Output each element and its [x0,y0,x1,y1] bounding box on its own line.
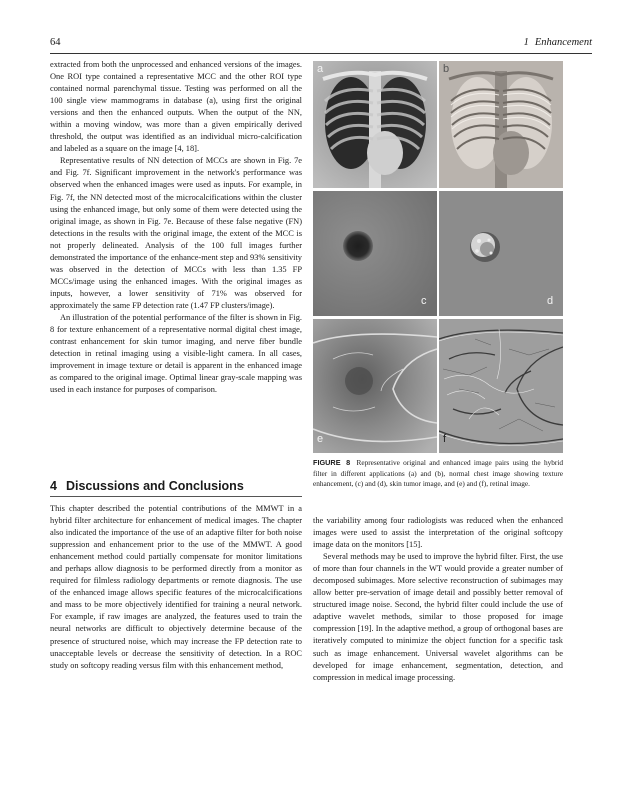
panel-c-skin-original [313,191,437,316]
panel-a-chest-original [313,61,437,188]
running-header [50,37,592,51]
paragraph: extracted from both the unprocessed and enhanced versions of the images. One ROI type contained a representative MCC and the other ROI type contained normal parenchymal tissue. Testing was performed on all the 100 single view mammograms in database (a), using first the original versions and then the enhanced outputs. When the output of the NN, within a moving window, was more than a given empirically derived threshold, the output was identified as an individual micro-calcification and labeled as a square on the image [4, 18]. [50,60,302,154]
section-heading [50,479,302,493]
section-title: Discussions and Conclusions [65,479,244,493]
panel-label: b [443,63,450,75]
paragraph: This chapter described the potential contributions of the MMWT in a hybrid filter architecture for enhancement of medical images. The chapter also indicated the importance of the use of an adaptive filter for both noise suppression and enhancement prior to the use of the MMWT. A good enhancement method could partially compensate for monitor limitations and perhaps allow diagnosis to be performed directly from a monitor as required for filmless radiology departments or remote diagnosis. The use of the enhanced image allows specific features of the microcalcifications and mass to be more objectively identified for training a neural network. For example, if raw images are analyzed, the features used to train the neural networks are difficult to objectively determine because of the presence of structured noise, which may increase the FP detection rate to unacceptable levels or decrease the sensitivity of detection. In a ROC study on softcopy reading versus film with this enhancement method, [50,504,302,670]
panel-label: e [317,433,324,445]
paragraph: Representative results of NN detection of MCCs are shown in Fig. 7e and Fig. 7f. Significant improvement in the network's performance was observed when the enhanced images were used as inputs. For example, in Fig. 7f, the NN detected most of the microcalcifications within the cluster using the enhanced image, but only some of them were detected using the original image, as shown in Fig. 7e. Because of these false negative (FN) detections in the results with the original image, the extent of the MCC is not properly delineated. Analysis of the 100 full images further demonstrated the importance of the enhance-ment step and 93% sensitivity was observed in the detection of MCCs with less than 1.35 FP MCCs/image using the enhanced images. With the original images as inputs, however, a lower sensitivity of 71% was observed for approximately the same FP detection rate (1.47 FP clusters/image). [50,156,302,310]
paragraph: An illustration of the potential performance of the filter is shown in Fig. 8 for texture enhancement of a representative normal digital chest image, contrast enhancement for skin tumor imaging, and nerve fiber bundle detection in retinal imaging using a visible-light camera. In all cases, improvement in image texture or detail is apparent in the enhanced image as compared to the original image. Optimal linear gray-scale mapping was used in each instance for purposes of comparison. [50,312,302,395]
chapter-number: 1 [523,37,529,48]
panel-e-retina-original [313,319,437,453]
section-rule [50,496,302,497]
panel-b-chest-enhanced [439,61,563,188]
panel-label: f [443,433,447,445]
panel-label: c [421,295,427,307]
figure-caption [313,458,563,490]
chapter-header [524,37,592,48]
header-rule [50,53,592,54]
caption-text: Representative original and enhanced image pairs using the hybrid filter in different applications (a) and (b), normal chest image showing texture enhancement, (c) and (d), skin tumor image, and (e) and (f), retinal image. [313,458,563,489]
caption-label [313,458,350,467]
section-number: 4 [50,479,57,493]
page-number: 64 [50,37,61,48]
left-column-bottom [50,503,302,672]
caption-number: 8 [346,458,351,467]
panel-label: d [547,295,554,307]
panel-d-skin-enhanced [439,191,563,316]
panel-label: a [317,63,324,75]
panel-f-retina-enhanced [439,319,563,453]
paragraph: Several methods may be used to improve the hybrid filter. First, the use of more than four channels in the WT would provide a greater number of decomposed subimages. More selective reconstruction of subimages may allow better pre-servation of image detail and possibly better removal of structured image noise. Second, the hybrid filter could include the use of adaptive wavelet methods, similar to those proposed for image compression [19]. In the adaptive method, a group of orthogonal bases are iteratively computed to minimize the object function for a specific task such as image enhancement. Universal wavelet algorithms can be developed for image enhancement, segmentation, detection, and compression in medical image processing. [313,552,563,682]
paragraph: the variability among four radiologists was reduced when the enhanced images were used to assist the interpretation of the original softcopy image data on the monitors [15]. [313,516,563,550]
chapter-title: Enhancement [534,37,592,48]
right-column-bottom [313,515,563,684]
caption-label-word: FIGURE [313,458,341,467]
left-column-top [50,59,302,396]
figure-8 [313,61,563,453]
